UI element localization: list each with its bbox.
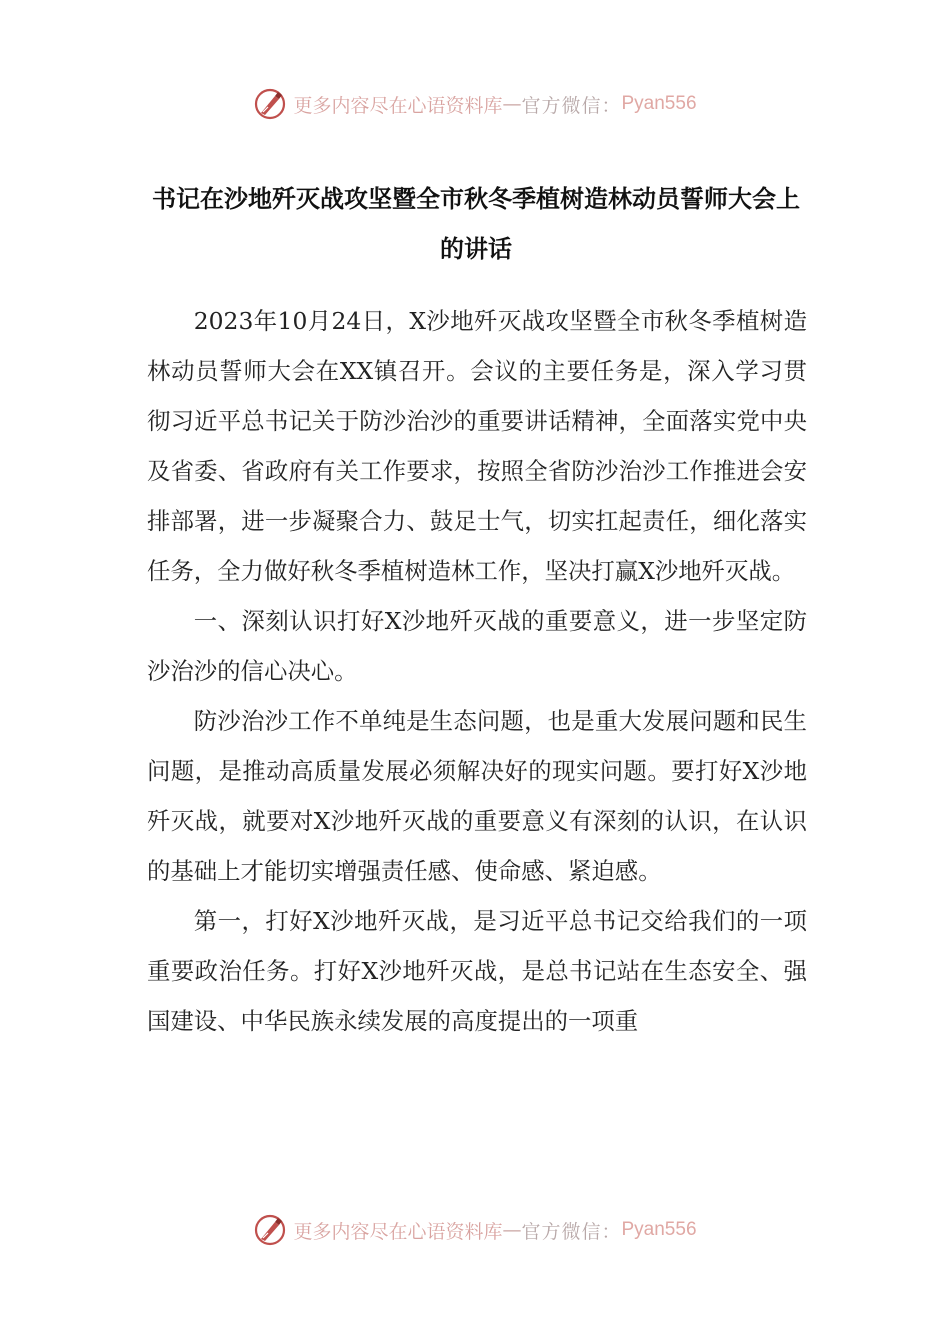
banner-dash: — [502, 1219, 522, 1241]
paragraph-heading-one: 一、深刻认识打好X沙地歼灭战的重要意义，进一步坚定防沙治沙的信心决心。 [147, 607, 807, 685]
banner-official-label: 官方微信： [521, 1220, 622, 1243]
banner-slogan: 更多内容尽在心语资料库 [293, 1220, 503, 1243]
pen-nib-logo-icon [253, 87, 287, 121]
pen-nib-logo-icon [253, 1213, 287, 1247]
paragraph-first-point: 第一，打好X沙地歼灭战，是习近平总书记交给我们的一项重要政治任务。打好X沙地歼灭战，是总书记站在生态安全、强国建设、中华民族永续发展的高度提出的一项重 [147, 907, 807, 1035]
header-watermark-banner [0, 82, 950, 126]
banner-official-label: 官方微信： [521, 94, 622, 117]
banner-wechat-id: Pyan556 [621, 93, 697, 114]
footer-watermark-banner [0, 1208, 950, 1252]
document-title: 书记在沙地歼灭战攻坚暨全市秋冬季植树造林动员誓师大会上的讲话 [152, 185, 800, 263]
banner-wechat-id: Pyan556 [621, 1219, 697, 1240]
paragraph-intro: 2023年10月24日，X沙地歼灭战攻坚暨全市秋冬季植树造林动员誓师大会在XX镇召开。会议的主要任务是，深入学习贯彻习近平总书记关于防沙治沙的重要讲话精神，全面落实党中央及省委、省政府有关工作要求，按照全省防沙治沙工作推进会安排部署，进一步凝聚合力、鼓足士气，切实扛起责任，细化落实任务，全力做好秋冬季植树造林工作，坚决打赢X沙地歼灭战。 [147, 307, 807, 585]
document-body [147, 296, 807, 1046]
paragraph-significance: 防沙治沙工作不单纯是生态问题，也是重大发展问题和民生问题，是推动高质量发展必须解决好的现实问题。要打好X沙地歼灭战，就要对X沙地歼灭战的重要意义有深刻的认识，在认识的基础上才能切实增强责任感、使命感、紧迫感。 [147, 707, 807, 885]
banner-dash: — [502, 93, 522, 115]
banner-slogan: 更多内容尽在心语资料库 [293, 94, 503, 117]
